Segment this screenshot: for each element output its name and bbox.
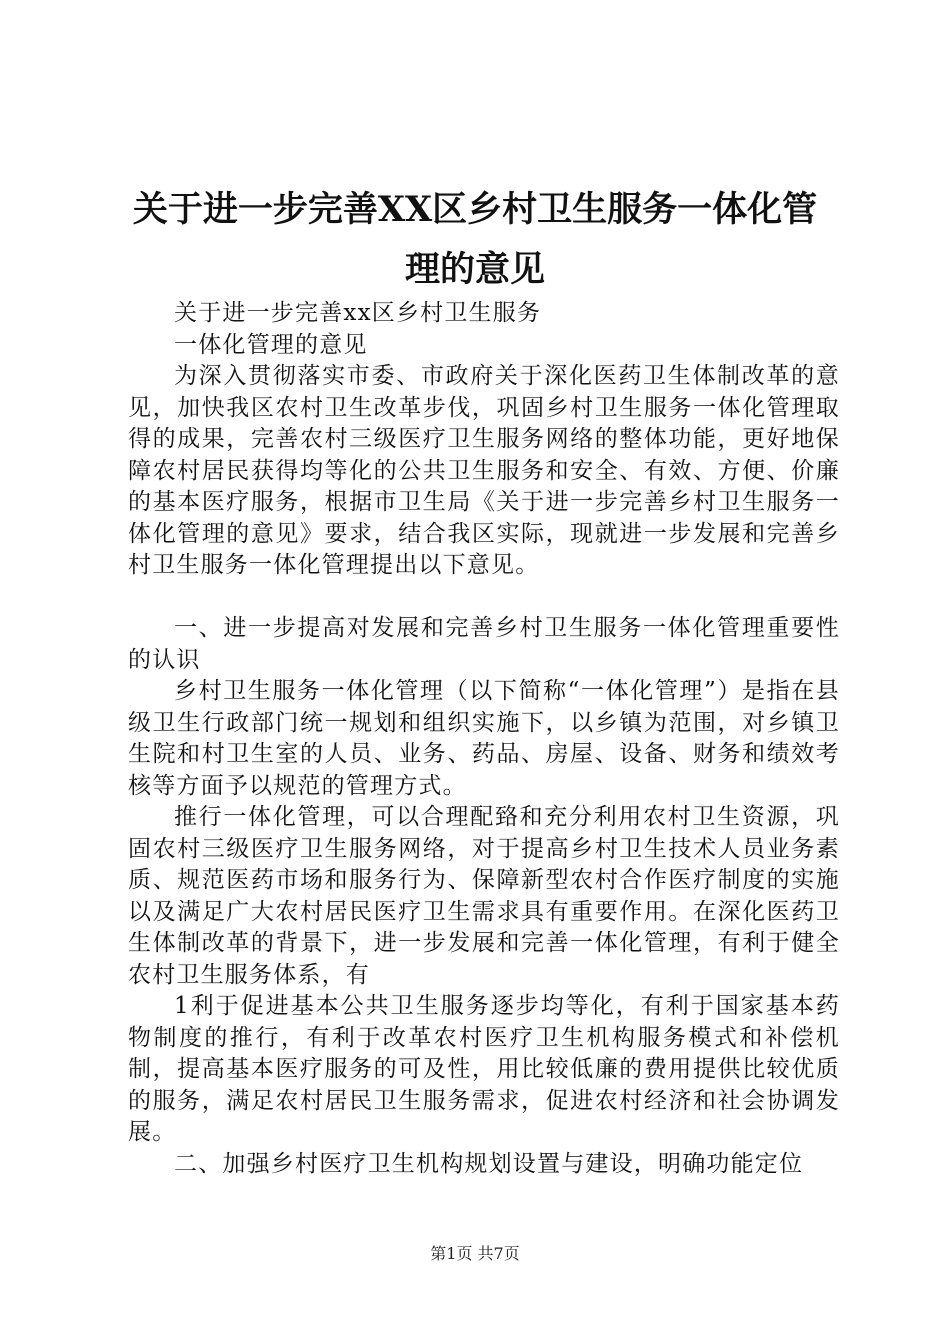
document-title: 关于进一步完善XX区乡村卫生服务一体化管理的意见 bbox=[132, 189, 818, 290]
paragraph: 乡村卫生服务一体化管理（以下简称“一体化管理”）是指在县级卫生行政部门统一规划和组织实施下，以乡镇为范围，对乡镇卫生院和村卫生室的人员、业务、药品、房屋、设备、财务和绩效考核等方面予以规范的管理方式。 bbox=[128, 678, 840, 799]
paragraph: 推行一体化管理，可以合理配臵和充分利用农村卫生资源，巩固农村三级医疗卫生服务网络，对于提高乡村卫生技术人员业务素质、规范医药市场和服务行为、保障新型农村合作医疗制度的实施以及满足广大农村居民医疗卫生需求具有重要作用。在深化医药卫生体制改革的背景下，进一步发展和完善一体化管理，有利于健全农村卫生服务体系，有 bbox=[128, 804, 840, 988]
document-body bbox=[128, 298, 840, 1180]
page-number-footer: 第1页 共7页 bbox=[430, 1244, 520, 1263]
section-heading: 一、进一步提高对发展和完善乡村卫生服务一体化管理重要性的认识 bbox=[128, 615, 840, 673]
paragraph: 为深入贯彻落实市委、市政府关于深化医药卫生体制改革的意见，加快我区农村卫生改革步伐，巩固乡村卫生服务一体化管理取得的成果，完善农村三级医疗卫生服务网络的整体功能，更好地保障农村居民获得均等化的公共卫生服务和安全、有效、方便、价廉的基本医疗服务，根据市卫生局《关于进一步完善乡村卫生服务一体化管理的意见》要求，结合我区实际，现就进一步发展和完善乡村卫生服务一体化管理提出以下意见。 bbox=[128, 363, 840, 578]
paragraph: 1利于促进基本公共卫生服务逐步均等化，有利于国家基本药物制度的推行，有利于改革农村医疗卫生机构服务模式和补偿机制，提高基本医疗服务的可及性，用比较低廉的费用提供比较优质的服务，满足农村居民卫生服务需求，促进农村经济和社会协调发展。 bbox=[128, 993, 840, 1145]
section-heading: 二、加强乡村医疗卫生机构规划设置与建设，明确功能定位 bbox=[174, 1150, 804, 1177]
paragraph: 一体化管理的意见 bbox=[174, 331, 368, 358]
paragraph: 关于进一步完善xx区乡村卫生服务 bbox=[174, 300, 542, 326]
